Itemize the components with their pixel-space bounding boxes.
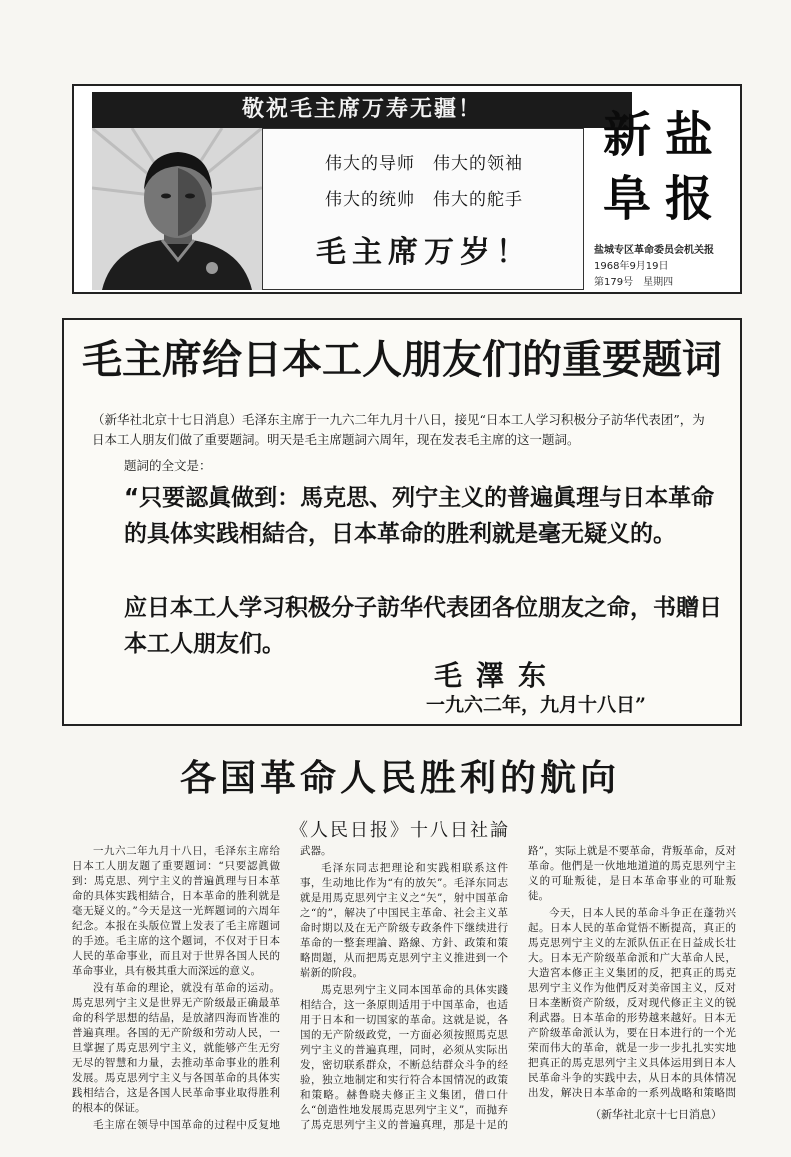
inscription-quote-1: “只要認眞做到：馬克思、列宁主义的普遍眞理与日本革命的具体实践相結合，日本革命的胜利就是毫无疑义的。 — [124, 485, 715, 547]
inscription-quote-2: 应日本工人学习积极分子訪华代表团各位朋友之命，书贈日本工人朋友们。 — [124, 595, 722, 657]
inscription-intro: （新华社北京十七日消息）毛泽东主席于一九六二年九月十八日，接见“日本工人学习积极分子訪华代表团”，为日本工人朋友们做了重要题詞。明天是毛主席题詞六周年，现在发表毛主席的这一题詞。 — [92, 412, 705, 447]
editorial-column-2 — [300, 844, 508, 1134]
paragraph: 毛泽东同志把理论和实践相联系这件事，生动地比作为“有的放矢”。毛泽东同志就是用馬克思列宁主义之“矢”，射中国革命之“的”，解决了中国民主革命、社会主义革命时期以及在无产阶级专政条件下继续进行革命的一整套理論、路線、方針、政策和策略問題，从而把馬克思列宁主义推进到一个崭新的阶段。 — [300, 862, 508, 979]
title-char-4: 报 — [664, 171, 713, 227]
praise-line-2: 伟大的统帅 伟大的舵手 — [325, 190, 523, 210]
title-char-3: 阜 — [602, 171, 651, 227]
inscription-headline: 毛主席给日本工人朋友们的重要题词 — [82, 337, 722, 383]
paragraph: 毛主席在领导中国革命的过程中反复地 — [93, 1119, 280, 1131]
paragraph: 路”，实际上就是不要革命，背叛革命，反对革命。他們是一伙地地道道的馬克思列宁主义的可耻叛徒，是日本革命事业的可耻叛徒。 — [528, 845, 736, 902]
inscription-lead: 题詞的全文是： — [124, 458, 212, 473]
paragraph: 馬克思列宁主义同本国革命的具体实踐相结合，这一条原則适用于中国革命，也适用于日本和一切国家的革命。这就是说，各国的无产阶级政党，一方面必须按照馬克思列宁主义的普遍真理，同时，必须从实际出发，密切联系群众，不断总结群众斗争的经验，独立地制定和实行符合本国情况的政策和策略。赫鲁晓夫修正主义集团，借口什么“创造性地发展馬克思列宁主义”，而抛弃了馬克思列宁主义的普遍真理，那是十足的 — [300, 984, 508, 1131]
publisher: 盐城专区革命委员会机关报 — [594, 245, 714, 256]
paragraph: 今天，日本人民的革命斗争正在蓬勃兴起。日本人民的革命覚悟不断提高，真正的馬克思列宁主义的左派队伍正在日益成长壮大。日本无产阶级革命派和广大革命人民，大造宮本修正主义集团的反，把真正的馬克思列宁主义作为他們反对美帝国主义，反对日本垄断资产阶级，反对现代修正主义的锐利武器。日本革命的形势越来越好。日本无产阶级革命派认为，要在日本进行的一个光荣而伟大的革命，就是一步一步扎扎实实地把真正的馬克思列宁主义具体运用到日本人民革命斗争的实践中去，从日本的具体情况出发，解决日本革命的一系列战略和策略問 — [528, 907, 736, 1099]
long-live-slogan: 毛主席万岁！ — [316, 235, 532, 270]
title-char-1: 新 — [602, 107, 651, 163]
inscription-date: 一九六二年，九月十八日” — [426, 694, 646, 716]
praise-line-1: 伟大的导师 伟大的领袖 — [325, 154, 523, 174]
portrait-icon — [92, 128, 262, 290]
editorial-source: 《人民日报》十八日社論 — [290, 820, 510, 841]
newspaper-title — [596, 100, 726, 236]
issue-number: 第179号 星期四 — [594, 277, 674, 288]
inscription-box — [62, 318, 742, 726]
dateline: （新华社北京十七日消息） — [590, 1108, 722, 1121]
paragraph: 没有革命的理论，就没有革命的运动。馬克思列宁主义是世界无产阶级最正确最革命的科学思想的结晶，是放諸四海而皆准的普遍真理。各国的无产阶级和劳动人民，一旦掌握了馬克思列宁主义，就能够产生无穷无尽的智慧和力量，去推动革命事业的胜利发展。馬克思列宁主义与各国革命的具体实践相结合，这是各国人民革命事业取得胜利的根本的保证。 — [72, 982, 280, 1114]
portrait-drawing — [92, 128, 262, 290]
slogan-bar — [92, 92, 632, 128]
editorial-column-3 — [528, 844, 736, 1102]
paragraph: 武器。 — [300, 845, 332, 857]
title-char-2: 盐 — [664, 107, 713, 163]
masthead — [72, 84, 742, 294]
praise-box — [262, 128, 584, 290]
editorial-column-1 — [72, 844, 280, 1134]
inscription-signature: 毛澤东 — [434, 659, 561, 692]
issue-date: 1968年9月19日 — [594, 261, 669, 272]
editorial-headline: 各国革命人民胜利的航向 — [179, 757, 620, 799]
paragraph: 一九六二年九月十八日，毛泽东主席给日本工人朋友题了重要题词：“只要認眞做到：馬克思、列宁主义的普遍眞理与日本革命的具体实践相結合，日本革命的胜利就是毫无疑义的。”今天是这一光辉题词的六周年纪念。本报在头版位置上发表了毛主席题词的手迹。毛主席的这个题词，不仅对于日本人民的革命事业，而且对于世界各国人民的革命事业，具有极其重大而深远的意义。 — [72, 845, 280, 977]
masthead-slogan: 敬祝毛主席万寿无疆！ — [241, 97, 482, 122]
